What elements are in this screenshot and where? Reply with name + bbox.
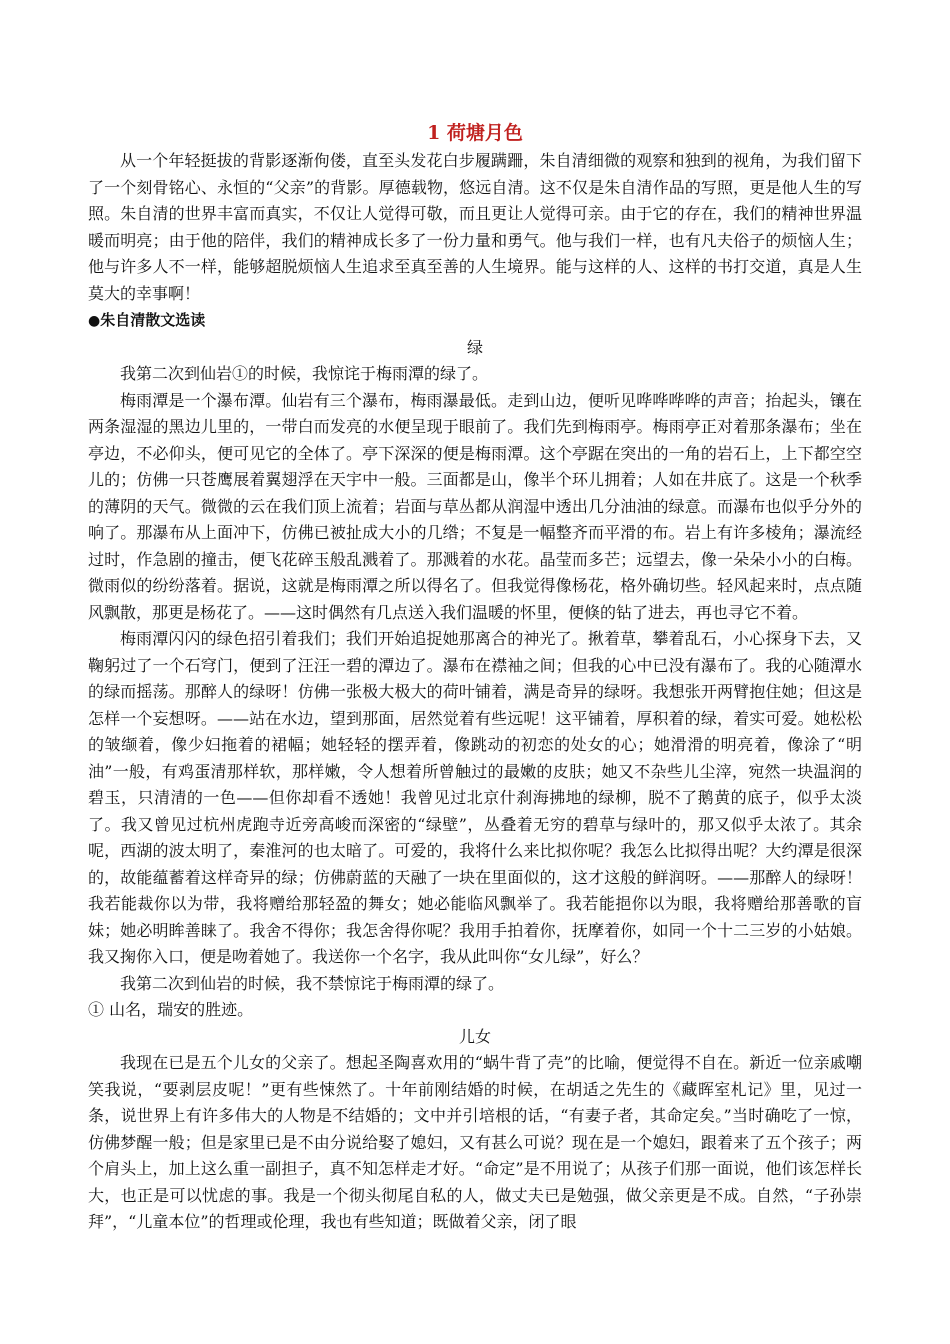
intro-paragraph: 从一个年轻挺拔的背影逐渐佝偻，直至头发花白步履蹒跚，朱自清细微的观察和独到的视角，为我们留下了一个刻骨铭心、永恒的“父亲”的背影。厚德载物，悠远自清。这不仅是朱自清作品的写照，更是他人生的写照。朱自清的世界丰富而真实，不仅让人觉得可敬，而且更让人觉得可亲。由于它的存在，我们的精神世界温暖而明亮；由于他的陪伴，我们的精神成长多了一份力量和勇气。他与我们一样，也有凡夫俗子的烦恼人生；他与许多人不一样，能够超脱烦恼人生追求至真至善的人生境界。能与这样的人、这样的书打交道，真是人生莫大的幸事啊！	[88, 151, 862, 303]
chapter-title: 1 荷塘月色	[427, 122, 523, 144]
essay-paragraph: 我现在已是五个儿女的父亲了。想起圣陶喜欢用的“蜗牛背了壳”的比喻，便觉得不自在。新近一位亲戚嘲笑我说，“要剥层皮呢！”更有些悚然了。十年前刚结婚的时候，在胡适之先生的《藏晖室札记》里，见过一条，说世界上有许多伟大的人物是不结婚的；文中并引培根的话，“有妻子者，其命定矣。”当时确吃了一惊，仿佛梦醒一般；但是家里已是不由分说给娶了媳妇，又有甚么可说？现在是一个媳妇，跟着来了五个孩子；两个肩头上，加上这么重一副担子，真不知怎样走才好。“命定”是不用说了；从孩子们那一面说，他们该怎样长大，也正是可以忧虑的事。我是一个彻头彻尾自私的人，做丈夫已是勉强，做父亲更是不成。自然，“子孙崇拜”，“儿童本位”的哲理或伦理，我也有些知道；既做着父亲，闭了眼	[88, 1053, 862, 1231]
bullet-icon: ●	[88, 313, 101, 329]
essay-paragraph: 梅雨潭闪闪的绿色招引着我们；我们开始追捉她那离合的神光了。揪着草，攀着乱石，小心探身下去，又鞠躬过了一个石穹门，便到了汪汪一碧的潭边了。瀑布在襟袖之间；但我的心中已没有瀑布了。我的心随潭水的绿而摇荡。那醉人的绿呀！仿佛一张极大极大的荷叶铺着，满是奇异的绿呀。我想张开两臂抱住她；但这是怎样一个妄想呀。——站在水边，望到那面，居然觉着有些远呢！这平铺着，厚积着的绿，着实可爱。她松松的皱缬着，像少妇拖着的裙幅；她轻轻的摆弄着，像跳动的初恋的处女的心；她滑滑的明亮着，像涂了“明油”一般，有鸡蛋清那样软，那样嫩，令人想着所曾触过的最嫩的皮肤；她又不杂些儿尘滓，宛然一块温润的碧玉，只清清的一色——但你却看不透她！我曾见过北京什刹海拂地的绿柳，脱不了鹅黄的底子，似乎太淡了。我又曾见过杭州虎跑寺近旁高峻而深密的“绿壁”，丛叠着无穷的碧草与绿叶的，那又似乎太浓了。其余呢，西湖的波太明了，秦淮河的也太暗了。可爱的，我将什么来比拟你呢？我怎么比拟得出呢？大约潭是很深的，故能蕴蓄着这样奇异的绿；仿佛蔚蓝的天融了一块在里面似的，这才这般的鲜润呀。——那醉人的绿呀！我若能裁你以为带，我将赠给那轻盈的舞女；她必能临风飘举了。我若能挹你以为眼，我将赠给那善歌的盲妹；她必明眸善睐了。我舍不得你；我怎舍得你呢？我用手拍着你，抚摩着你，如同一个十二三岁的小姑娘。我又掬你入口，便是吻着她了。我送你一个名字，我从此叫你“女儿绿”，好么？	[88, 629, 862, 966]
essay-paragraph: 梅雨潭是一个瀑布潭。仙岩有三个瀑布，梅雨瀑最低。走到山边，便听见哗哗哗哗的声音；抬起头，镶在两条湿湿的黑边儿里的，一带白而发亮的水便呈现于眼前了。我们先到梅雨亭。梅雨亭正对着那条瀑布；坐在亭边，不必仰头，便可见它的全体了。亭下深深的便是梅雨潭。这个亭踞在突出的一角的岩石上，上下都空空儿的；仿佛一只苍鹰展着翼翅浮在天宇中一般。三面都是山，像半个环儿拥着；人如在井底了。这是一个秋季的薄阴的天气。微微的云在我们顶上流着；岩面与草丛都从润湿中透出几分油油的绿意。而瀑布也似乎分外的响了。那瀑布从上面冲下，仿佛已被扯成大小的几绺；不复是一幅整齐而平滑的布。岩上有许多棱角；瀑流经过时，作急剧的撞击，便飞花碎玉般乱溅着了。那溅着的水花。晶莹而多芒；远望去，像一朵朵小小的白梅。微雨似的纷纷落着。据说，这就是梅雨潭之所以得名了。但我觉得像杨花，格外确切些。轻风起来时，点点随风飘散，那更是杨花了。——这时偶然有几点送入我们温暖的怀里，便倏的钻了进去，再也寻它不着。	[88, 390, 862, 622]
essay-title-ernv: 儿女	[458, 1026, 491, 1046]
essay-paragraph: 我第二次到仙岩的时候，我不禁惊诧于梅雨潭的绿了。	[120, 973, 505, 993]
section-heading	[88, 307, 862, 335]
essay-paragraph: 我第二次到仙岩①的时候，我惊诧于梅雨潭的绿了。	[120, 364, 489, 383]
essay-title-lv: 绿	[466, 337, 483, 357]
section-heading-label: 朱自清散文选读	[100, 311, 206, 329]
document-page	[88, 118, 862, 1236]
footnote: ① 山名，瑞安的胜迹。	[88, 1000, 254, 1019]
